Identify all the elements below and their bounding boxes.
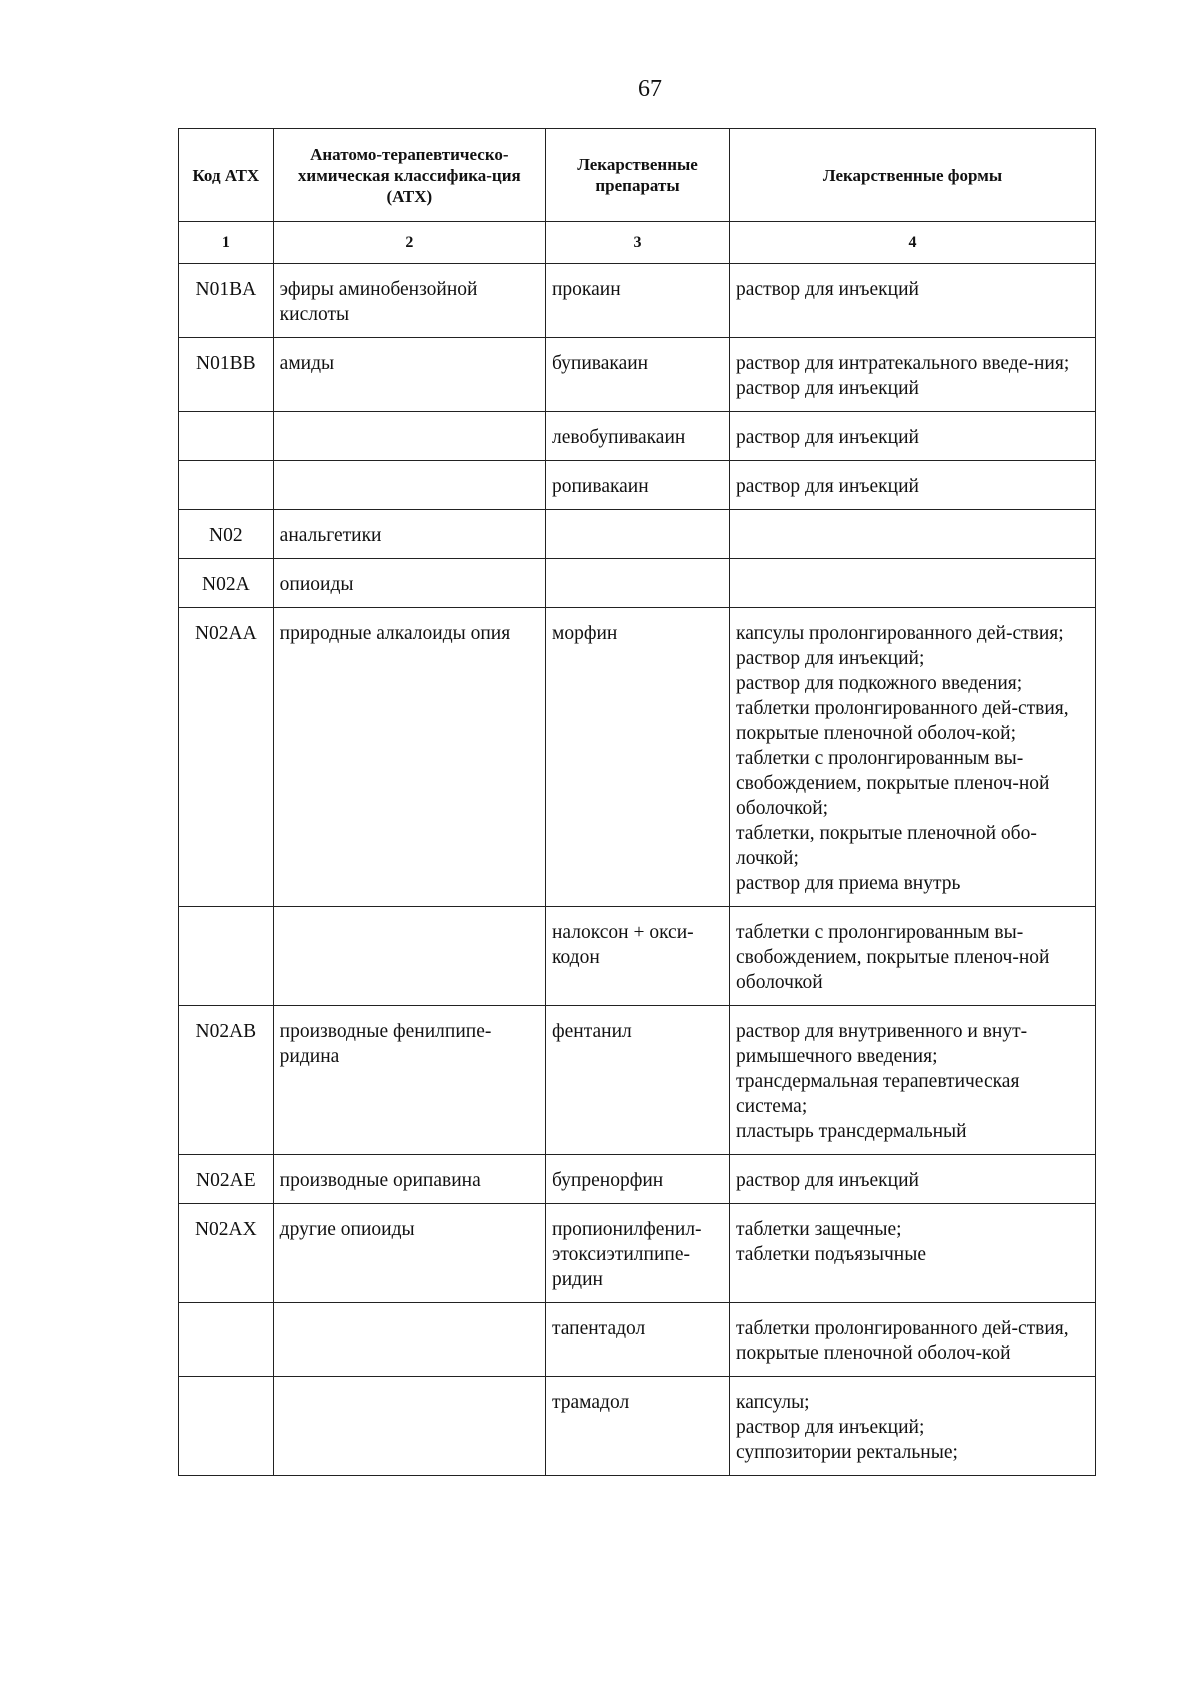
dosage-forms-cell — [730, 338, 1096, 412]
atx-classification-cell: производные орипавина — [273, 1155, 545, 1204]
atx-table — [178, 128, 1096, 1476]
table-row — [179, 510, 1096, 559]
atx-code-cell — [179, 1303, 274, 1377]
dosage-forms-cell — [730, 412, 1096, 461]
atx-code-cell: N02 — [179, 510, 274, 559]
drug-cell — [546, 510, 730, 559]
atx-classification-cell: анальгетики — [273, 510, 545, 559]
dosage-form-item: таблетки подъязычные — [736, 1244, 926, 1265]
dosage-form-item: раствор для инъекций — [736, 476, 919, 497]
drug-cell: бупивакаин — [546, 338, 730, 412]
dosage-form-item: раствор для приема внутрь — [736, 873, 961, 894]
atx-classification-cell: эфиры аминобензойной кислоты — [273, 264, 545, 338]
dosage-forms-cell — [730, 1155, 1096, 1204]
drug-cell: бупренорфин — [546, 1155, 730, 1204]
dosage-form-item: раствор для инъекций — [736, 378, 919, 399]
header-atx-code: Код АТХ — [179, 129, 274, 222]
atx-code-cell — [179, 461, 274, 510]
drug-cell: тапентадол — [546, 1303, 730, 1377]
table-body — [179, 264, 1096, 1476]
table-row — [179, 412, 1096, 461]
dosage-form-item: раствор для подкожного введения; — [736, 673, 1023, 694]
atx-code-cell: N02A — [179, 559, 274, 608]
atx-code-cell: N01BB — [179, 338, 274, 412]
dosage-form-item: капсулы пролонгированного дей-ствия; — [736, 623, 1064, 644]
dosage-forms-cell — [730, 461, 1096, 510]
atx-code-cell: N02AX — [179, 1204, 274, 1303]
atx-code-cell: N02AB — [179, 1006, 274, 1155]
dosage-form-item: таблетки пролонгированного дей-ствия, покрытые пленочной оболоч-кой; — [736, 698, 1069, 744]
table-row — [179, 608, 1096, 907]
dosage-form-item: суппозитории ректальные; — [736, 1442, 958, 1463]
table-row — [179, 461, 1096, 510]
header-drugs: Лекарственные препараты — [546, 129, 730, 222]
atx-classification-cell: другие опиоиды — [273, 1204, 545, 1303]
atx-classification-cell — [273, 907, 545, 1006]
table-row — [179, 1155, 1096, 1204]
atx-code-cell: N01BA — [179, 264, 274, 338]
drug-cell: левобупивакаин — [546, 412, 730, 461]
table-row — [179, 907, 1096, 1006]
drug-cell: пропионилфенил-этоксиэтилпипе-ридин — [546, 1204, 730, 1303]
dosage-forms-cell — [730, 907, 1096, 1006]
dosage-form-item: трансдермальная терапевтическая система; — [736, 1071, 1020, 1117]
dosage-forms-cell — [730, 1204, 1096, 1303]
dosage-form-item: таблетки с пролонгированным вы-свобождением, покрытые пленоч-ной оболочкой; — [736, 748, 1050, 819]
column-number: 4 — [730, 222, 1096, 264]
drug-cell: трамадол — [546, 1377, 730, 1476]
table-row — [179, 1377, 1096, 1476]
dosage-form-item: таблетки пролонгированного дей-ствия, покрытые пленочной оболоч-кой — [736, 1318, 1069, 1364]
page-number: 67 — [638, 76, 662, 102]
atx-classification-cell — [273, 1303, 545, 1377]
dosage-form-item: раствор для внутривенного и внут-римышечного введения; — [736, 1021, 1028, 1067]
atx-code-cell: N02AE — [179, 1155, 274, 1204]
dosage-forms-cell — [730, 1377, 1096, 1476]
column-number: 3 — [546, 222, 730, 264]
dosage-form-item: раствор для интратекального введе-ния; — [736, 353, 1070, 374]
atx-code-cell — [179, 412, 274, 461]
dosage-form-item: таблетки, покрытые пленочной обо-лочкой; — [736, 823, 1037, 869]
table-row — [179, 264, 1096, 338]
atx-classification-cell: природные алкалоиды опия — [273, 608, 545, 907]
atx-code-cell: N02AA — [179, 608, 274, 907]
drug-cell: ропивакаин — [546, 461, 730, 510]
dosage-form-item: таблетки с пролонгированным вы-свобождением, покрытые пленоч-ной оболочкой — [736, 922, 1050, 993]
atx-code-cell — [179, 907, 274, 1006]
table-row — [179, 1204, 1096, 1303]
drug-cell: прокаин — [546, 264, 730, 338]
dosage-forms-cell — [730, 608, 1096, 907]
atx-classification-cell: производные фенилпипе-ридина — [273, 1006, 545, 1155]
atx-classification-cell — [273, 412, 545, 461]
drug-cell: фентанил — [546, 1006, 730, 1155]
table-header-row — [179, 129, 1096, 222]
dosage-forms-cell — [730, 559, 1096, 608]
dosage-forms-cell — [730, 510, 1096, 559]
atx-classification-cell: опиоиды — [273, 559, 545, 608]
dosage-forms-cell — [730, 1006, 1096, 1155]
dosage-form-item: таблетки защечные; — [736, 1219, 902, 1240]
table-row — [179, 1006, 1096, 1155]
column-number: 2 — [273, 222, 545, 264]
dosage-form-item: капсулы; — [736, 1392, 810, 1413]
header-atx-classification: Анатомо-терапевтическо-химическая классифика-ция (АТХ) — [273, 129, 545, 222]
dosage-form-item: раствор для инъекций; — [736, 1417, 925, 1438]
atx-classification-cell: амиды — [273, 338, 545, 412]
dosage-form-item: раствор для инъекций — [736, 427, 919, 448]
atx-classification-cell — [273, 461, 545, 510]
drug-cell: налоксон + окси-кодон — [546, 907, 730, 1006]
table-row — [179, 338, 1096, 412]
column-number-row — [179, 222, 1096, 264]
drug-cell — [546, 559, 730, 608]
dosage-form-item: раствор для инъекций — [736, 279, 919, 300]
atx-code-cell — [179, 1377, 274, 1476]
dosage-forms-cell — [730, 264, 1096, 338]
dosage-form-item: раствор для инъекций; — [736, 648, 925, 669]
atx-classification-cell — [273, 1377, 545, 1476]
header-dosage-forms: Лекарственные формы — [730, 129, 1096, 222]
dosage-form-item: пластырь трансдермальный — [736, 1121, 967, 1142]
column-number: 1 — [179, 222, 274, 264]
drug-cell: морфин — [546, 608, 730, 907]
dosage-form-item: раствор для инъекций — [736, 1170, 919, 1191]
table-row — [179, 1303, 1096, 1377]
dosage-forms-cell — [730, 1303, 1096, 1377]
table-row — [179, 559, 1096, 608]
